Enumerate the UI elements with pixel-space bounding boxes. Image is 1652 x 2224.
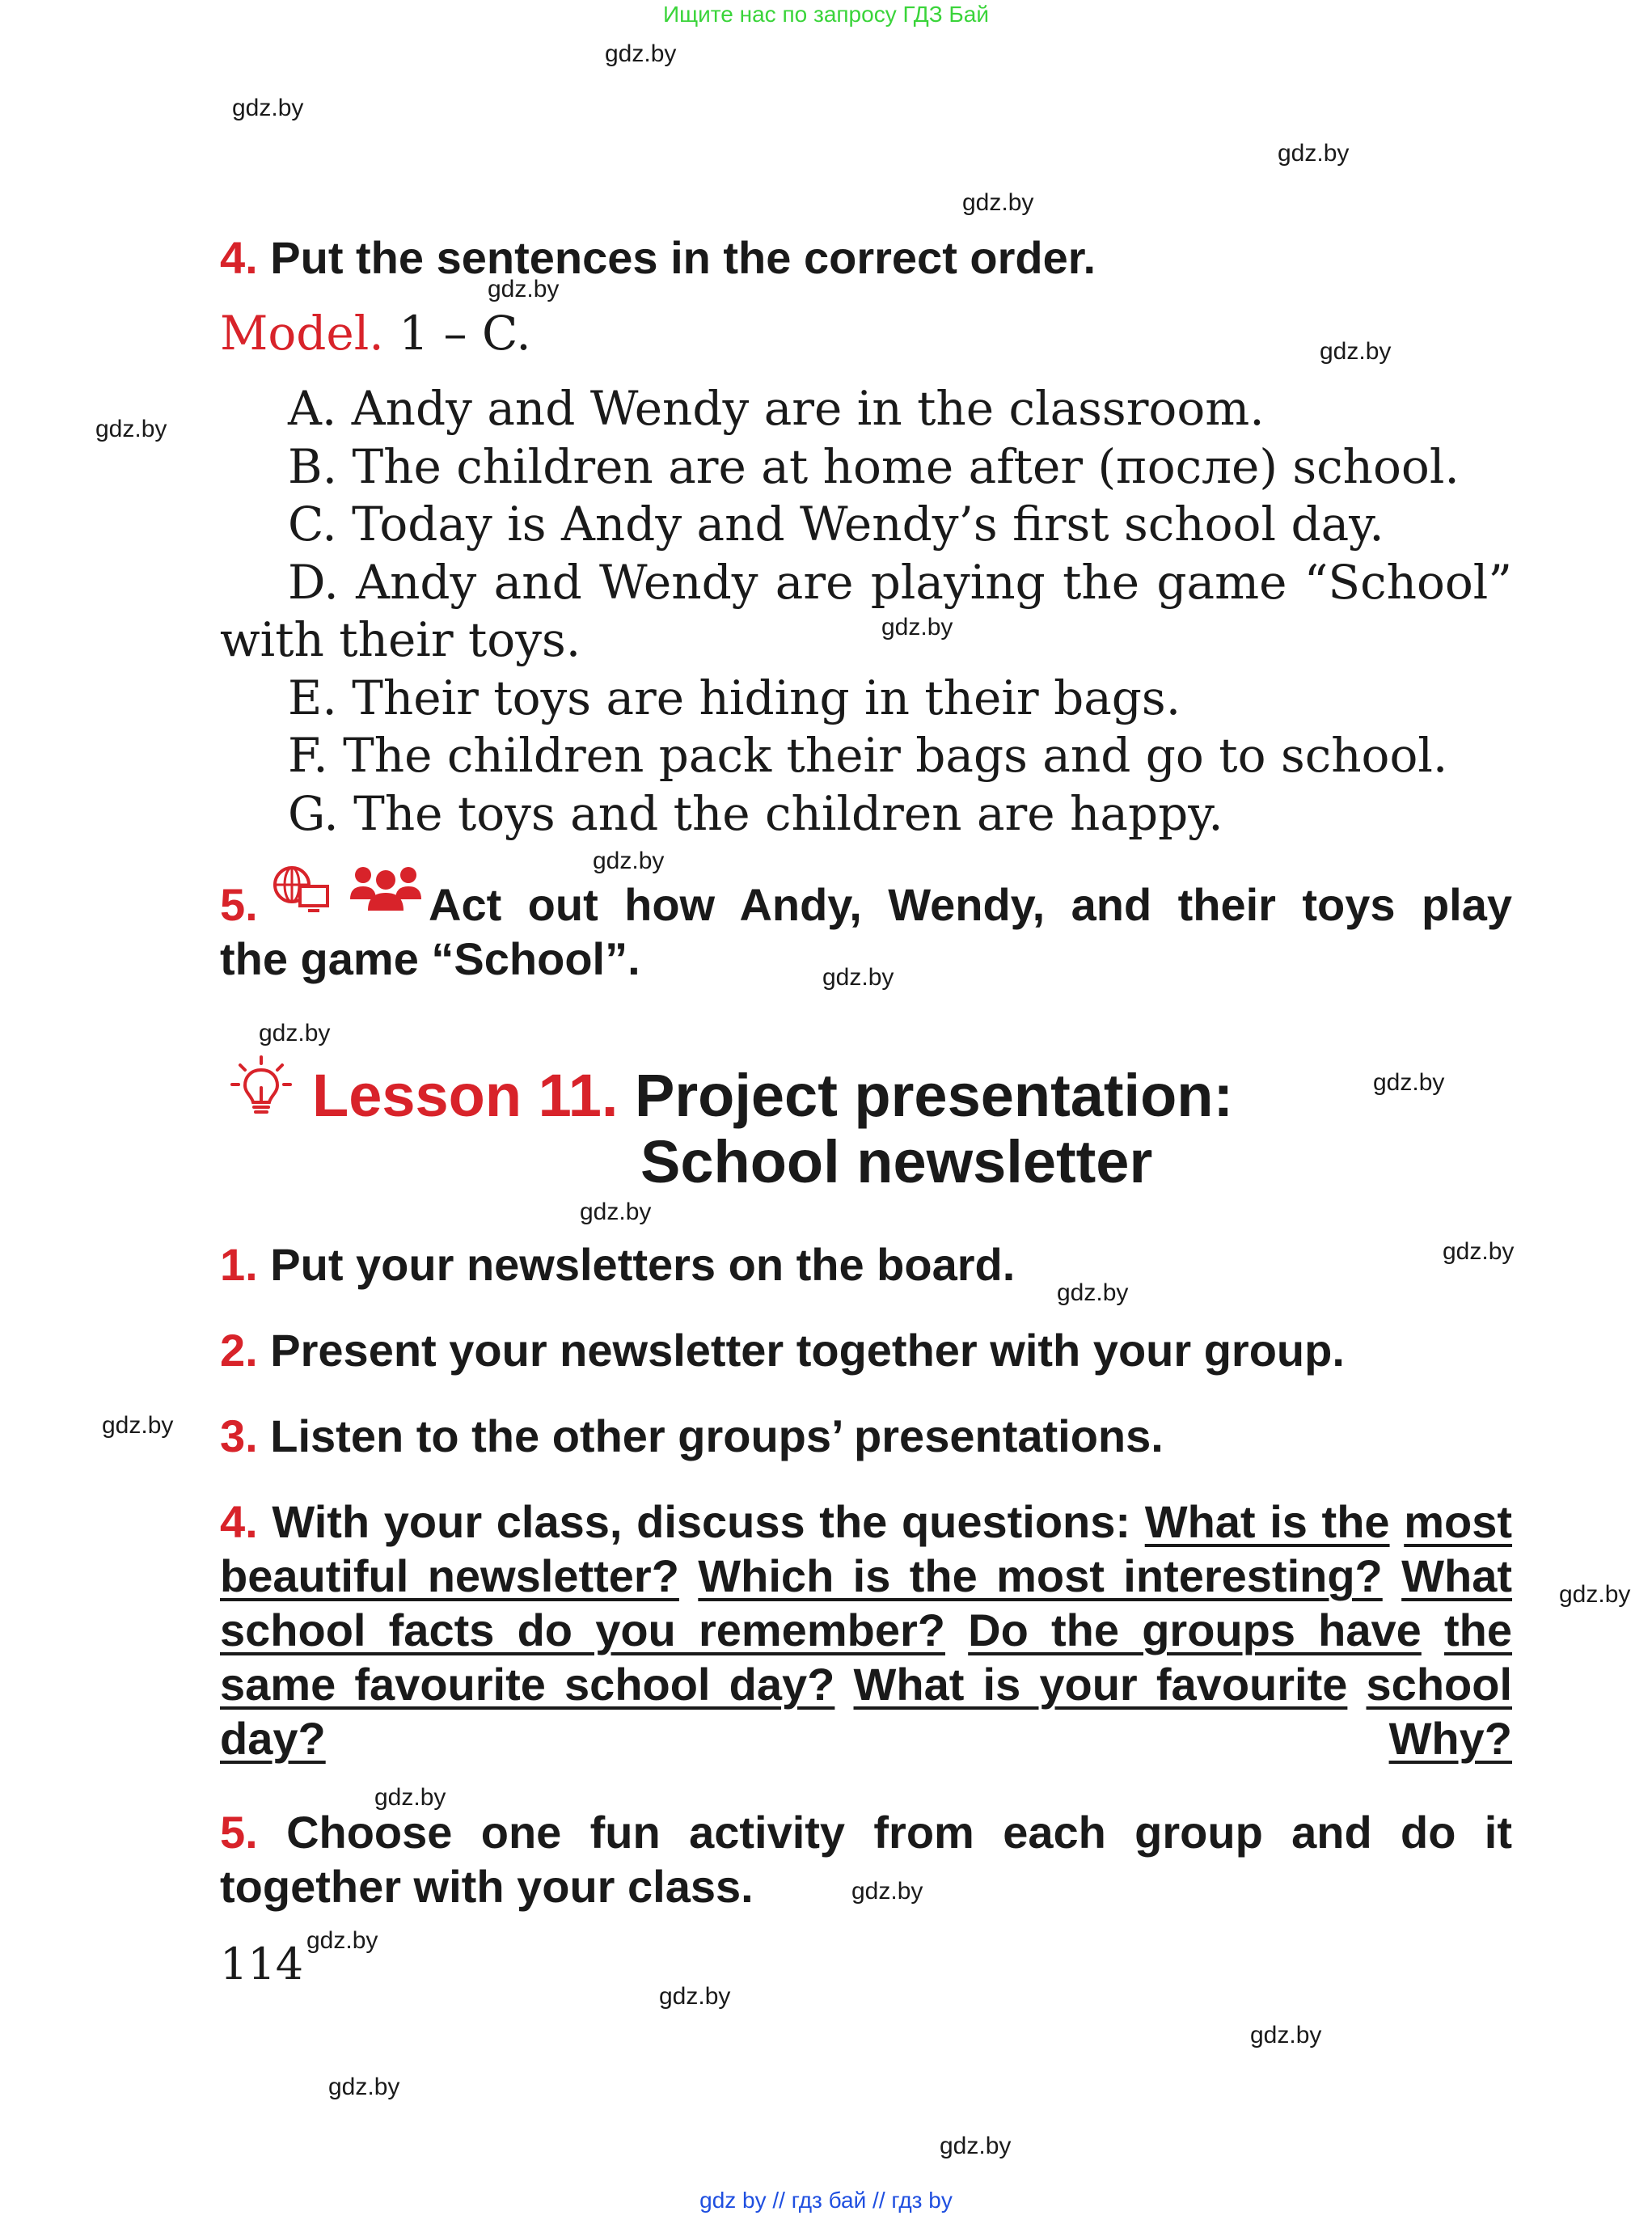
watermark: gdz.by [1250,2022,1322,2049]
watermark: gdz.by [1443,1238,1515,1265]
watermark: gdz.by [962,189,1034,216]
lesson-task-2 [220,1323,1512,1377]
watermark: gdz.by [95,416,167,442]
task-5-line2: the game “School”. [220,933,640,984]
task-4 [220,230,1512,285]
watermark: gdz.by [1278,140,1350,167]
watermark: gdz.by [822,964,894,991]
watermark: gdz.by [1373,1069,1445,1096]
task-icons [271,864,423,918]
globe-screen-icon [271,864,332,918]
task-number: 1. [220,1239,258,1290]
watermark: gdz.by [232,95,304,121]
task-text: Listen to the other groups’ presentations. [270,1410,1164,1461]
task-number: 3. [220,1410,258,1461]
sentence-c: C. Today is Andy and Wendy’s first school day. [288,497,1384,552]
lesson-task-5-line2: together with your class. [220,1861,754,1912]
task-number: 5. [220,1807,258,1858]
watermark: gdz.by [328,2074,400,2100]
lesson-task-4 [220,1495,1512,1765]
lesson-task-5 [220,1805,1512,1859]
task-number: 4. [220,232,258,283]
model-label: Model. [220,306,384,361]
group-people-icon [349,864,423,918]
watermark: gdz.by [306,1927,378,1954]
watermark: gdz.by [374,1784,446,1811]
question-4-cont: the same favourite school day? [220,1605,1513,1710]
watermark: gdz.by [259,1020,331,1046]
task-text: Present your newsletter together with your group. [270,1325,1345,1376]
watermark: gdz.by [851,1878,923,1905]
question-1: What is the [1144,1496,1390,1547]
question-1-cont: most beautiful newsletter? [220,1496,1513,1601]
task-intro: With your class, discuss the questions: [272,1496,1131,1547]
watermark: gdz.by [1559,1581,1631,1608]
watermark: gdz.by [580,1199,652,1225]
task-text: Put your newsletters on the board. [270,1239,1016,1290]
lesson-subtitle: School newsletter [640,1128,1153,1195]
sentence-f: F. The children pack their bags and go to school. [288,728,1448,783]
question-6: Why? [1388,1713,1512,1764]
watermark: gdz.by [659,1983,731,2010]
watermark: gdz.by [940,2133,1012,2159]
task-number: 5. [220,879,258,930]
watermark: gdz.by [1057,1279,1129,1306]
lesson-task-3 [220,1409,1512,1463]
model-line [220,306,531,361]
watermark: gdz.by [593,848,665,874]
sentence-b: B. The children are at home after (после) school. [288,438,1460,494]
top-banner: Ищите нас по запросу ГДЗ Бай [662,2,990,27]
task-number: 4. [220,1496,258,1547]
sentence-g: G. The toys and the children are happy. [288,785,1223,841]
watermark: gdz.by [605,40,677,67]
question-3: What school facts do you remember? [220,1550,1513,1655]
watermark: gdz.by [881,614,953,641]
watermark: gdz.by [488,276,560,302]
sentence-a: A. Andy and Wendy are in the classroom. [288,381,1265,436]
lesson-label: Lesson 11. [312,1062,619,1129]
sentence-d: D. Andy and Wendy are playing the game “School” [288,554,1512,610]
watermark: gdz.by [1320,338,1392,365]
task-text: Put the sentences in the correct order. [270,232,1096,283]
lightbulb-icon [229,1055,294,1124]
task-5-line1: Act out how Andy, Wendy, and their toys play [429,879,1512,930]
bottom-banner: gdz by // гдз бай // гдз by [699,2188,953,2213]
task-number: 2. [220,1325,258,1376]
model-text: 1 – C. [399,306,531,361]
watermark: gdz.by [102,1412,174,1439]
sentence-list [220,380,1512,843]
page-number: 114 [220,1939,304,1989]
sentence-d-continued: with their toys. [220,612,581,667]
task-text: Choose one fun activity from each group and do it [286,1807,1513,1858]
lesson-name: Project presentation: [634,1062,1234,1129]
lesson-task-1 [220,1237,1515,1292]
question-2: Which is the most interesting? [698,1550,1383,1601]
question-5-cont: school day? [220,1659,1512,1764]
sentence-e: E. Their toys are hiding in their bags. [288,670,1181,725]
lesson-title [312,1061,1233,1130]
question-5: What is your favourite [853,1659,1348,1710]
question-4: Do the groups have [968,1605,1422,1655]
